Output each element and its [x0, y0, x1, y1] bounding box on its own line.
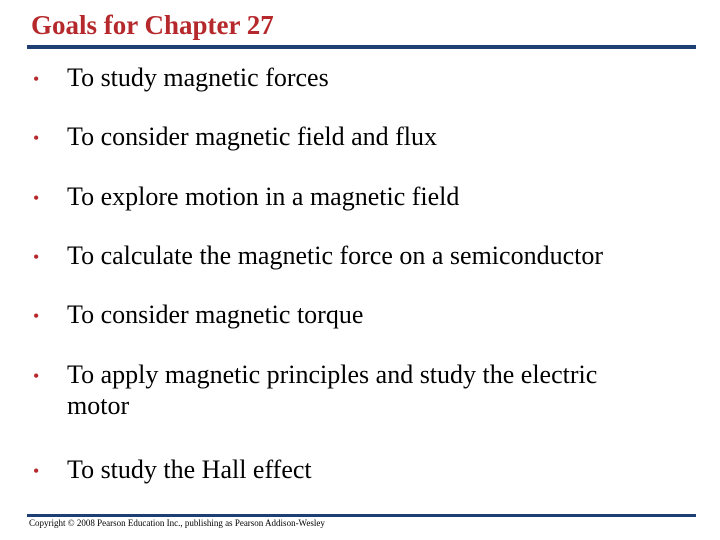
- goal-item: [33, 359, 693, 421]
- copyright-footer: Copyright © 2008 Pearson Education Inc., publishing as Pearson Addison-Wesley: [29, 518, 325, 528]
- bullet-marker: •: [33, 128, 40, 148]
- bullet-marker: •: [33, 188, 40, 208]
- bullet-marker: •: [33, 366, 40, 386]
- slide-title: Goals for Chapter 27: [31, 10, 274, 40]
- bullet-marker: •: [33, 69, 40, 89]
- goal-item: [33, 299, 693, 331]
- goal-text: To consider magnetic torque: [67, 300, 364, 329]
- goal-item: [33, 181, 693, 213]
- goal-text: To apply magnetic principles and study the electric motor: [67, 360, 598, 420]
- goal-item: [33, 62, 693, 94]
- goal-item: [33, 121, 693, 153]
- goal-item: [33, 454, 693, 486]
- bullet-marker: •: [33, 306, 40, 326]
- goal-text: To study magnetic forces: [67, 63, 329, 92]
- footer-rule: [27, 514, 696, 517]
- goal-text: To explore motion in a magnetic field: [67, 182, 460, 211]
- bullet-marker: •: [33, 247, 40, 267]
- goal-text: To calculate the magnetic force on a semiconductor: [67, 241, 603, 270]
- goal-item: [33, 240, 693, 272]
- goal-text: To consider magnetic field and flux: [67, 122, 438, 151]
- bullet-marker: •: [33, 461, 40, 481]
- goal-text: To study the Hall effect: [67, 455, 312, 484]
